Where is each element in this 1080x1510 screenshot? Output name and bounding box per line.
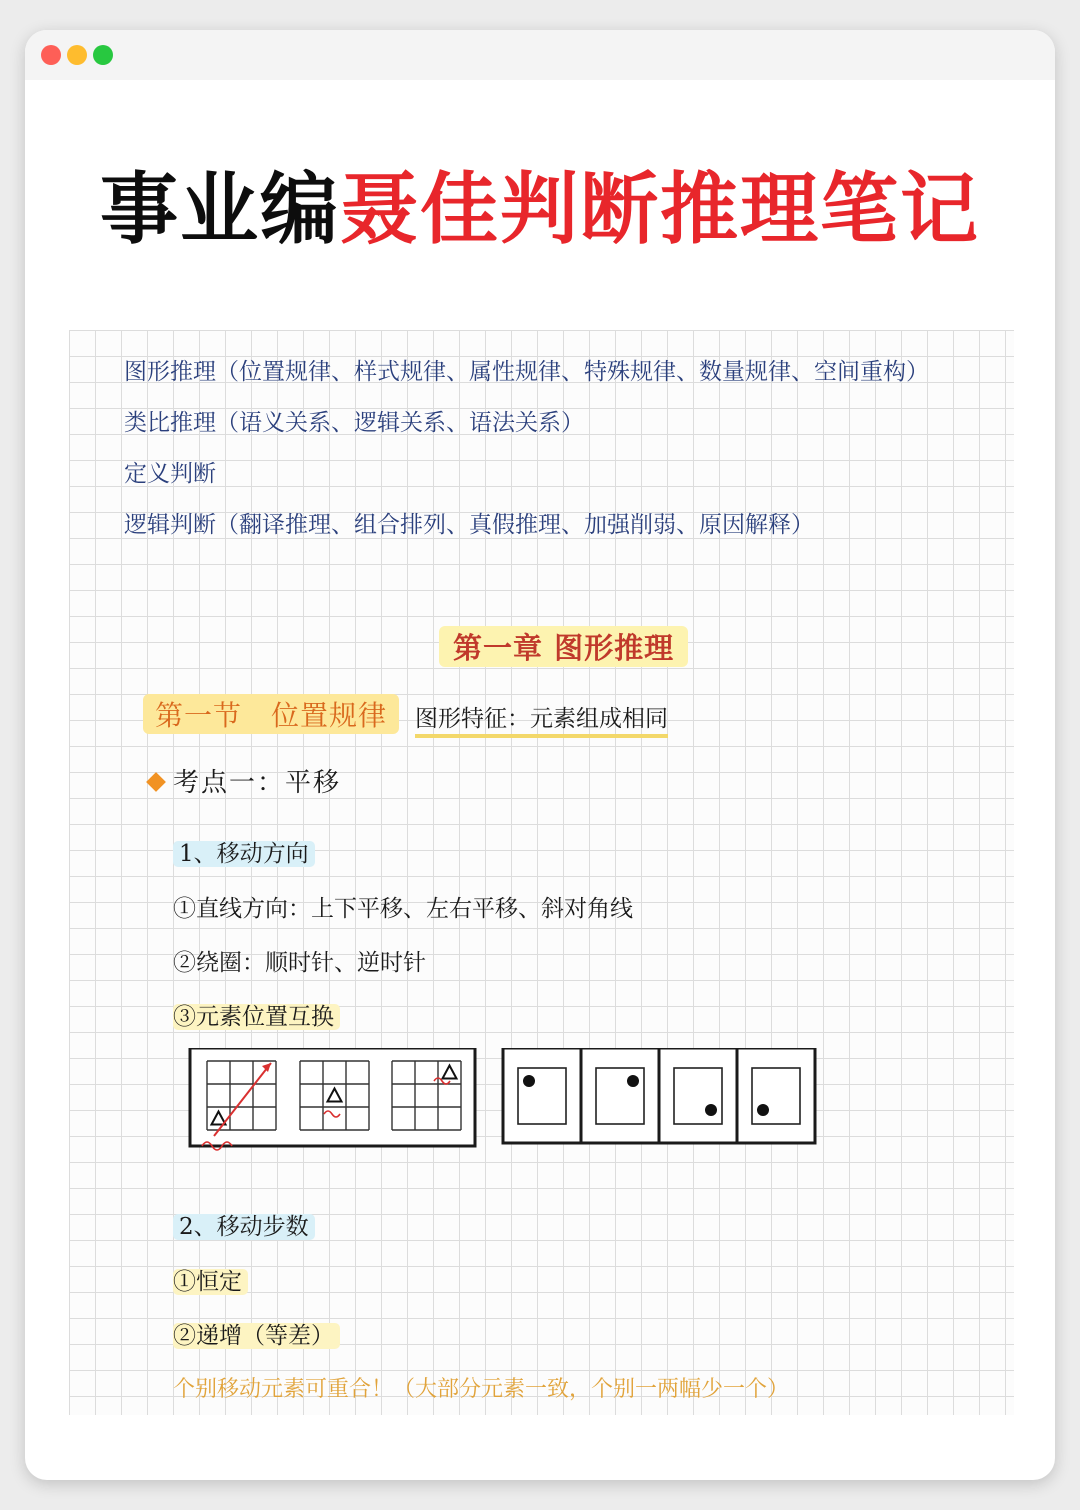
direction-title-text: 1、移动方向 [173,841,315,867]
category-figure-reasoning: 图形推理（位置规律、样式规律、属性规律、特殊规律、数量规律、空间重构） [124,359,929,385]
steps-item-text: ②递增（等差） [173,1323,340,1349]
feature-note: 图形特征：元素组成相同 [415,700,668,738]
page-title [25,160,1055,260]
direction-item [173,998,340,1031]
steps-item [173,1317,340,1350]
warning-note: 个别移动元素可重合！（大部分元素一致，个别一两幅少一个） [173,1377,790,1402]
direction-title [173,835,315,868]
category-analogy: 类比推理（语义关系、逻辑关系、语法关系） [124,410,584,436]
inner-box [674,1068,722,1124]
grid-translation-figure [190,1048,475,1150]
title-main: 聂佳判断推理笔记 [340,165,981,255]
figure-frame [190,1048,475,1146]
maximize-button[interactable] [93,45,113,65]
steps-title-text: 2、移动步数 [173,1214,315,1240]
key-point-label: 考点一：平移 [173,768,342,798]
close-button[interactable] [41,45,61,65]
direction-item: ②绕圈：顺时针、逆时针 [173,950,426,976]
steps-item [173,1263,248,1296]
direction-item-text: ③元素位置互换 [173,1004,340,1030]
dot-box-figure [503,1048,815,1143]
diamond-icon [146,772,166,792]
key-point [149,762,341,799]
inner-box [752,1068,800,1124]
title-prefix: 事业编 [99,165,340,255]
steps-title [173,1208,315,1241]
title-bar [25,30,1055,80]
category-logic: 逻辑判断（翻译推理、组合排列、真假推理、加强削弱、原因解释） [124,512,814,538]
steps-item-text: ①恒定 [173,1269,248,1295]
app-window [25,30,1055,1480]
dot-icon [757,1104,769,1116]
dot-icon [523,1075,535,1087]
category-definition: 定义判断 [124,461,216,487]
direction-item: ①直线方向：上下平移、左右平移、斜对角线 [173,896,633,922]
grid-notebook [69,330,1014,1415]
translation-figures [164,1048,824,1178]
chapter-heading: 第一章 图形推理 [439,626,688,667]
dot-icon [627,1075,639,1087]
section-heading: 第一节 位置规律 [143,694,399,734]
minimize-button[interactable] [67,45,87,65]
dot-icon [705,1104,717,1116]
